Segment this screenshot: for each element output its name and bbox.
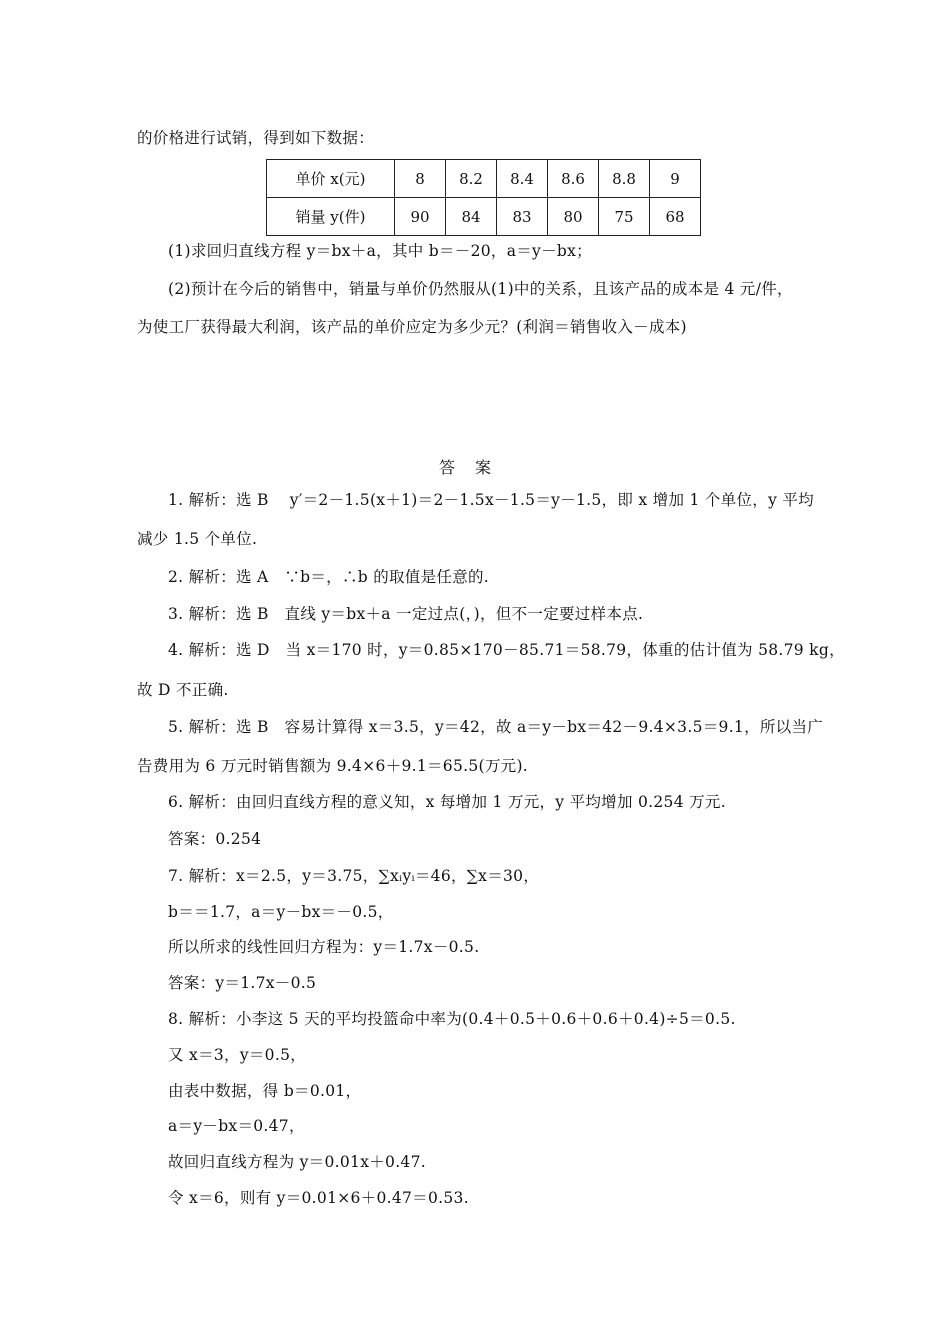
table-cell: 8.6 bbox=[548, 160, 599, 198]
table-cell: 75 bbox=[599, 198, 650, 236]
table-cell: 8.4 bbox=[497, 160, 548, 198]
answer-line: 8. 解析：小李这 5 天的平均投篮命中率为(0.4＋0.5＋0.6＋0.6＋0.4)÷5＝0.5. bbox=[168, 1010, 736, 1028]
answer-line: 由表中数据，得 b＝0.01， bbox=[168, 1082, 362, 1100]
answer-line: 5. 解析：选 B 容易计算得 x＝3.5，y＝42，故 a＝y－bx＝42－9.4×3.5＝9.1，所以当广 bbox=[168, 718, 824, 736]
answer-line: a＝y－bx＝0.47， bbox=[168, 1117, 305, 1135]
table-cell: 84 bbox=[446, 198, 497, 236]
row-label: 销量 y(件) bbox=[267, 198, 395, 236]
table-cell: 80 bbox=[548, 198, 599, 236]
answer-line: 1. 解析：选 B y′＝2－1.5(x＋1)＝2－1.5x－1.5＝y－1.5，即 x 增加 1 个单位，y 平均 bbox=[168, 491, 814, 509]
answer-line: 答案：y＝1.7x－0.5 bbox=[168, 974, 317, 992]
answer-title: 答案 bbox=[438, 458, 511, 477]
answer-line: 所以所求的线性回归方程为：y＝1.7x－0.5. bbox=[168, 938, 480, 956]
table-cell: 8.8 bbox=[599, 160, 650, 198]
answer-line: 告费用为 6 万元时销售额为 9.4×6＋9.1＝65.5(万元). bbox=[137, 757, 529, 775]
question-part-2: (2)预计在今后的销售中，销量与单价仍然服从(1)中的关系，且该产品的成本是 4 元/件， bbox=[168, 280, 793, 298]
table-cell: 68 bbox=[650, 198, 701, 236]
table-row bbox=[267, 198, 701, 236]
answer-line: 7. 解析：x＝2.5，y＝3.75，∑xᵢyᵢ＝46，∑x＝30， bbox=[168, 867, 540, 885]
table-cell: 90 bbox=[395, 198, 446, 236]
answer-line: 令 x＝6，则有 y＝0.01×6＋0.47＝0.53. bbox=[168, 1189, 469, 1207]
table-cell: 8 bbox=[395, 160, 446, 198]
row-label: 单价 x(元) bbox=[267, 160, 395, 198]
answer-line: 4. 解析：选 D 当 x＝170 时，y＝0.85×170－85.71＝58.79，体重的估计值为 58.79 kg， bbox=[168, 641, 845, 659]
answer-line: 故 D 不正确. bbox=[137, 681, 229, 699]
answer-line: 3. 解析：选 B 直线 y＝bx＋a 一定过点(，)，但不一定要过样本点. bbox=[168, 605, 644, 623]
intro-text: 的价格进行试销，得到如下数据： bbox=[137, 129, 375, 147]
table-row bbox=[267, 160, 701, 198]
answer-line: 答案：0.254 bbox=[168, 830, 262, 848]
answer-line: 2. 解析：选 A ∵b＝，∴b 的取值是任意的. bbox=[168, 568, 490, 586]
question-part-1: (1)求回归直线方程 y＝bx＋a，其中 b＝－20，a＝y－bx； bbox=[168, 242, 592, 260]
answer-line: 又 x＝3，y＝0.5， bbox=[168, 1046, 307, 1064]
data-table bbox=[266, 159, 701, 236]
table-cell: 9 bbox=[650, 160, 701, 198]
question-part-2-cont: 为使工厂获得最大利润，该产品的单价应定为多少元？(利润＝销售收入－成本) bbox=[137, 318, 687, 336]
table-cell: 8.2 bbox=[446, 160, 497, 198]
answer-line: 故回归直线方程为 y＝0.01x＋0.47. bbox=[168, 1153, 426, 1171]
table-cell: 83 bbox=[497, 198, 548, 236]
answer-line: 6. 解析：由回归直线方程的意义知，x 每增加 1 万元，y 平均增加 0.254 万元. bbox=[168, 793, 726, 811]
answer-line: 减少 1.5 个单位. bbox=[137, 530, 258, 548]
answer-line: b＝＝1.7，a＝y－bx＝－0.5， bbox=[168, 903, 394, 921]
